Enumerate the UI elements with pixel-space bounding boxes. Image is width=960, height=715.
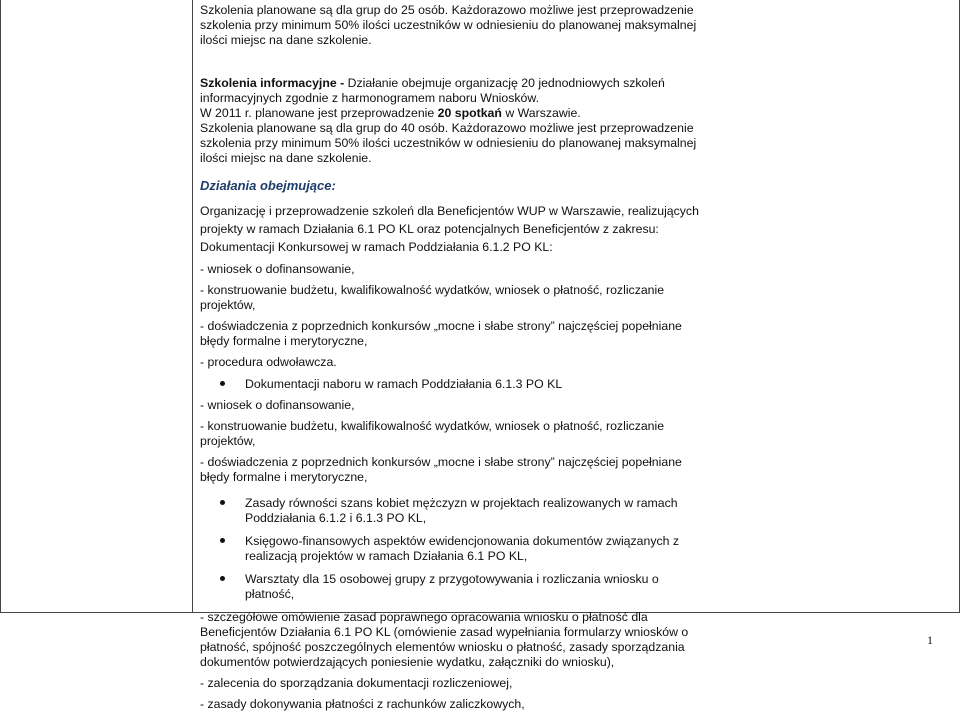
info-title: Szkolenia informacyjne - bbox=[200, 76, 345, 90]
page-number: 1 bbox=[927, 633, 933, 647]
table-border-left bbox=[0, 0, 1, 612]
table-column-divider bbox=[192, 0, 193, 612]
list1-item: - konstruowanie budżetu, kwalifikowalność wydatków, wniosek o płatność, rozliczanie projektów, bbox=[200, 283, 665, 312]
bullet-item bbox=[200, 488, 710, 529]
bullet-text: Warsztaty dla 15 osobowej grupy z przygotowywania i rozliczania wniosku o płatność, bbox=[245, 572, 659, 601]
paragraph-info-training bbox=[200, 76, 710, 106]
bullet-text: Księgowo-finansowych aspektów ewidencjonowania dokumentów związanych z realizacją projektów w ramach Działania 6.1 PO KL, bbox=[245, 534, 680, 563]
list3-item: - zasady dokonywania płatności z rachunków zaliczkowych, bbox=[200, 697, 525, 711]
intro-paragraph: Organizację i przeprowadzenie szkoleń dla Beneficjentów WUP w Warszawie, realizujących projekty w ramach Działania 6.1 PO KL oraz potencjalnych Beneficjentów z zakresu: Dokumentacji Konkursowej w ramach Poddziałania 6.1.2 PO KL: bbox=[200, 204, 699, 254]
meetings-post: w Warszawie. bbox=[501, 106, 581, 120]
bullet-item bbox=[200, 567, 710, 605]
bullet-text: Zasady równości szans kobiet mężczyzn w projektach realizowanych w ramach Poddziałania 6.1.2 i 6.1.3 PO KL, bbox=[245, 496, 678, 525]
bullet-text: Dokumentacji naboru w ramach Poddziałania 6.1.3 PO KL bbox=[245, 377, 563, 391]
list1-item: - doświadczenia z poprzednich konkursów „mocne i słabe strony” najczęściej popełniane błędy formalne i merytoryczne, bbox=[200, 319, 682, 348]
list2-item: - doświadczenia z poprzednich konkursów „mocne i słabe strony” najczęściej popełniane błędy formalne i merytoryczne, bbox=[200, 455, 682, 484]
bullet-item bbox=[200, 529, 710, 567]
bullet-dot-icon bbox=[220, 538, 225, 543]
list1-item: - wniosek o dofinansowanie, bbox=[200, 262, 355, 276]
paragraph-group-size: Szkolenia planowane są dla grup do 25 osób. Każdorazowo możliwe jest przeprowadzenie szkolenia przy minimum 50% ilości uczestników w odniesieniu do planowanej maksymalnej ilości miejsc na dane szkolenie. bbox=[200, 3, 697, 47]
list3-item: - zalecenia do sporządzania dokumentacji rozliczeniowej, bbox=[200, 676, 513, 690]
bullet-item bbox=[200, 373, 710, 395]
section-heading: Działania obejmujące: bbox=[200, 178, 336, 193]
bullet-dot-icon bbox=[220, 500, 225, 505]
meetings-bold: 20 spotkań bbox=[437, 106, 502, 120]
info-desc: Działanie obejmuje organizację 20 jednodniowych szkoleń informacyjnych zgodnie z harmonogramem naboru Wniosków. bbox=[200, 76, 665, 105]
list1-item: - procedura odwoławcza. bbox=[200, 355, 337, 369]
list3-item: - szczegółowe omówienie zasad poprawnego opracowania wniosku o płatność dla Beneficjentów Działania 6.1 PO KL (omówienie zasad wypełniania formularzy wniosków o płatność, spójność poszczególnych elementów wniosku o płatność, zasady sporządzania dokumentów potwierdzających poniesienie wydatku, załączniki do wniosku), bbox=[200, 610, 689, 669]
list2-item: - wniosek o dofinansowanie, bbox=[200, 398, 355, 412]
bullet-dot-icon bbox=[220, 576, 225, 581]
list2-item: - konstruowanie budżetu, kwalifikowalność wydatków, wniosek o płatność, rozliczanie projektów, bbox=[200, 419, 665, 448]
paragraph-meetings bbox=[200, 106, 710, 121]
paragraph-info-groups: Szkolenia planowane są dla grup do 40 osób. Każdorazowo możliwe jest przeprowadzenie szkolenia przy minimum 50% ilości uczestników w odniesieniu do planowanej maksymalnej ilości miejsc na dane szkolenie. bbox=[200, 121, 697, 165]
bullet-dot-icon bbox=[220, 381, 225, 386]
meetings-pre: W 2011 r. planowane jest przeprowadzenie bbox=[200, 106, 438, 120]
document-cell-content bbox=[200, 0, 710, 715]
